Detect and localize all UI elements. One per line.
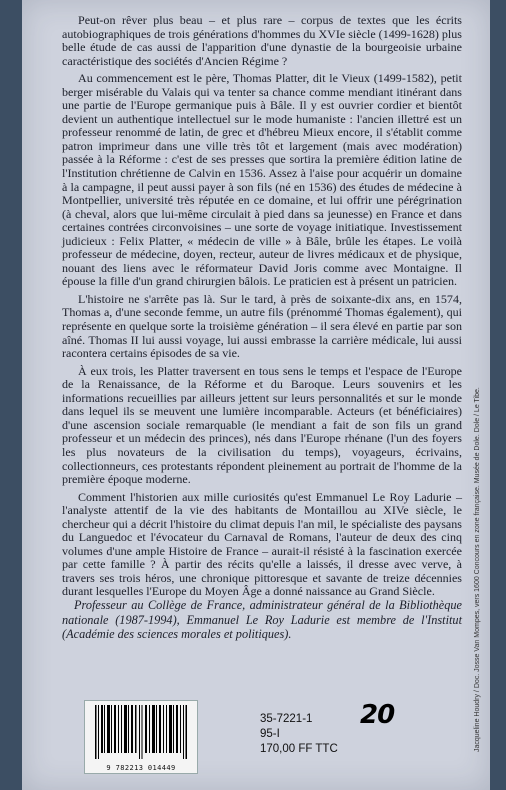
paragraph-platters: À eux trois, les Platter traversent en tous sens le temps et l'espace de l'Europe de la Renaissance, de la Réforme et du Baroque. Leurs souvenirs et les informations recueillies par ailleurs jettent sur leurs personnalités et sur le monde dans lequel ils se meuvent une lumière incomparable. Acteurs (et bénéficiaires) d'une ascension sociale remarquable (le mendiant a fait de son fils un grand professeur et un médecin des princes), nés dans l'Europe rhénane (l'un des foyers les plus novateurs de la civilisation du temps), voyageurs, écrivains, collectionneurs, ces protestants répondent pleinement au portrait de l'homme de la première époque moderne. [62, 363, 462, 487]
edition-code: 95-I [260, 728, 280, 740]
blurb-text [62, 14, 462, 603]
price-label: 170,00 FF TTC [260, 743, 338, 755]
paragraph-intro: Peut-on rêver plus beau – et plus rare – corpus de textes que les écrits autobiographiques de trois générations d'hommes du XVIe siècle (1499-1628) plus belle étude de cas aussi de l'apparition d'une dynastie de la bourgeoisie urbaine caractéristique des sociétés d'Ancien Régime ? [62, 13, 462, 68]
reference-number: 35-7221-1 [260, 713, 313, 725]
paragraph-thomas-ii: L'histoire ne s'arrête pas là. Sur le tard, à près de soixante-dix ans, en 1574, Thomas a, d'une seconde femme, un autre fils (prénommé Thomas également), qui représente en quelque sorte la troisième génération – il sera élevé en partie par son aîné. Thomas II lui aussi voyage, lui aussi embrasse la carrière médicale, lui aussi racontera certains épisodes de sa vie. [62, 291, 462, 361]
handwritten-price-mark: 20 [360, 700, 395, 730]
author-note: Professeur au Collège de France, administrateur général de la Bibliothèque nationale (1987-1994), Emmanuel Le Roy Ladurie est membre de l'Institut (Académie des sciences morales et politiques). [62, 598, 462, 642]
barcode-bars [95, 705, 187, 759]
paragraph-thomas-felix: Au commencement est le père, Thomas Platter, dit le Vieux (1499-1582), petit berger misérable du Valais qui va tenter sa chance comme mendiant itinérant dans une partie de l'Europe germanique puis à Bâle. Il y est ouvrier cordier et bientôt devient un authentique intellectuel sur le mode humaniste : l'ancien illettré est un professeur renommé de latin, de grec et d'hébreu Mieux encore, il s'établit comme patron imprimeur dans une ville très tôt et largement (mais avec modération) passée à la Réforme : c'est de ses presses que sortira la première édition latine de l'Institution chrétienne de Calvin en 1536. Assez à l'aise pour acquérir un domaine à la campagne, il peut aussi payer à son fils (né en 1536) des études de médecine à Montpellier, université très réputée en ce domaine, et lui offrir une pérégrination (à cheval, alors que lui-même circulait à pied dans sa jeunesse) en France et dans certaines contrées circonvoisines – une sorte de voyage initiatique. Investissement judicieux : Felix Platter, « médecin de ville » à Bâle, brûle les étapes. Le voilà professeur de médecine, doyen, recteur, auteur de livres médicaux et de physique, nouant des liens avec le réformateur David Joris comme avec Montaigne. Il épouse la fille d'un grand chirurgien bâlois. Le praticien est à présent un patricien. [62, 71, 462, 289]
image-credit: Jacqueline Houdry / Doc. Josse Van Mompes, vers 1600 Concours en zone française. Musée de Dole. Dole / Le Tibe. [474, 387, 481, 752]
isbn-barcode [84, 700, 198, 774]
paragraph-historian: Comment l'historien aux mille curiosités qu'est Emmanuel Le Roy Ladurie – l'analyste attentif de la vie des habitants de Montaillou au XIVe siècle, le chercheur qui a décrit l'histoire du climat depuis l'an mil, le spécialiste des paysans du Languedoc et l'évocateur du Carnaval de Romans, l'auteur de deux des cinq volumes d'une ample Histoire de France – aurait-il résisté à la fascination exercée par cette famille ? À partir des récits qu'elle a laissés, il dresse avec verve, à travers ses trois héros, une chronique pittoresque et savante de treize décennies durant lesquelles l'Europe du Moyen Âge a donné naissance au Grand Siècle. [62, 489, 462, 599]
price-block [260, 712, 338, 757]
barcode-digits: 9 782213 014449 [106, 764, 176, 772]
